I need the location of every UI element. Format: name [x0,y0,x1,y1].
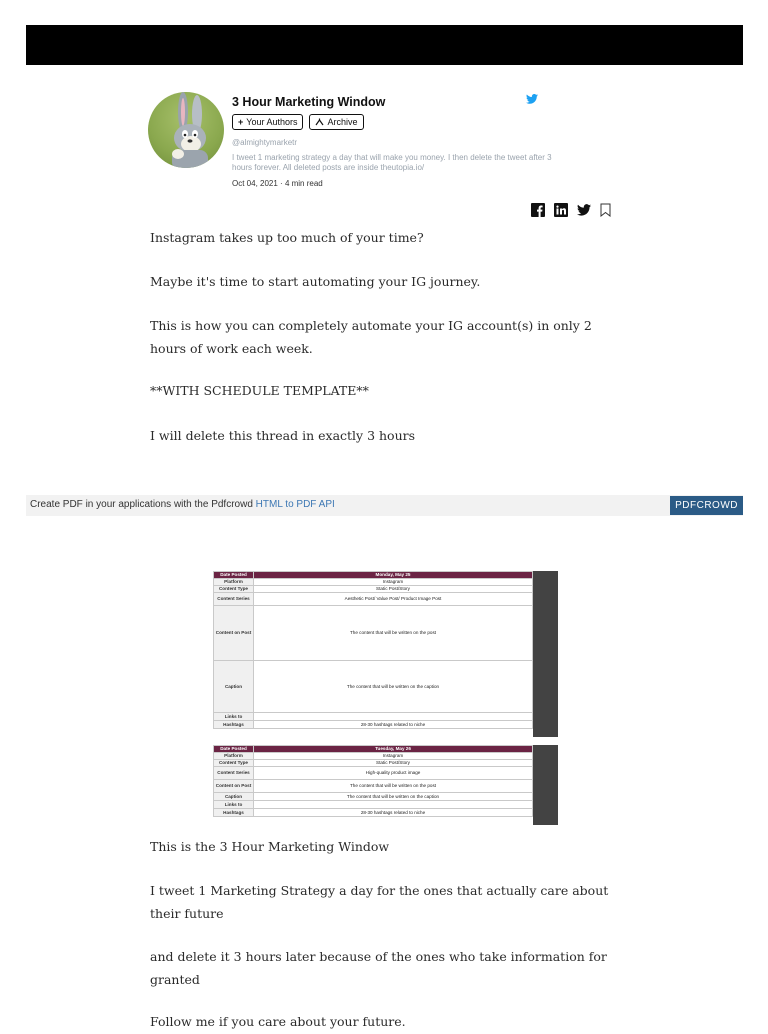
sheet-row-value [254,713,533,721]
pdfcrowd-banner [26,495,743,516]
twitter-icon[interactable] [526,94,538,104]
sheet-row-label: Content Type [214,586,254,593]
sheet-header-label: Date Posted [214,746,254,753]
read-time: 4 min read [284,179,323,188]
sheet-header-value: Tuesday, May 26 [254,746,533,753]
pdfcrowd-text-label: Create PDF in your applications with the Pdfcrowd [30,499,256,510]
your-authors-label: Your Authors [246,117,298,127]
post-meta [232,179,323,188]
post-date: Oct 04, 2021 [232,179,278,188]
meta-separator: · [280,179,285,188]
your-authors-button[interactable] [232,114,303,130]
schedule-table-tuesday [213,745,533,817]
linkedin-icon[interactable] [554,203,568,217]
sheet-row-label: Content Series [214,593,254,606]
thread-line: I will delete this thread in exactly 3 hours [150,428,416,443]
thread-line: This is the 3 Hour Marketing Window [150,839,390,854]
pdfcrowd-button[interactable]: PDFCROWD [670,496,743,515]
schedule-table-monday [213,571,533,729]
sheet-header-label: Date Posted [214,572,254,579]
pdfcrowd-text [30,499,335,510]
archive-icon [315,118,324,126]
sheet-row-value: Static Post/Story [254,760,533,767]
sheet-row-label: Content Type [214,760,254,767]
author-handle[interactable]: @almightymarketr [232,138,298,147]
sheet-row-label: Platform [214,579,254,586]
sheet-dark-column [533,745,558,825]
sheet-row-value: High-quality product image [254,767,533,780]
sheet-row-label: Hashtags [214,721,254,729]
sheet-row-label: Links to [214,713,254,721]
thread-line: Follow me if you care about your future. [150,1014,406,1029]
sheet-row-value: Instagram [254,579,533,586]
sheet-row-value: The content that will be written on the caption [254,793,533,801]
thread-line: **WITH SCHEDULE TEMPLATE** [150,383,369,398]
avatar[interactable] [148,92,224,168]
sheet-row-value: Instagram [254,753,533,760]
sheet-row-label: Caption [214,793,254,801]
sheet-header-value: Monday, May 25 [254,572,533,579]
pdfcrowd-api-link[interactable]: HTML to PDF API [255,499,335,510]
sheet-dark-column [533,571,558,737]
sheet-row-label: Content Series [214,767,254,780]
twitter-share-icon[interactable] [577,203,591,217]
sheet-row-value: Aesthetic Post/ Value Post/ Product Image Post [254,593,533,606]
top-bar [26,25,743,65]
sheet-row-label: Platform [214,753,254,760]
sheet-row-value: The content that will be written on the post [254,780,533,793]
sheet-row-value: 28-30 hashtags related to niche [254,809,533,817]
archive-label: Archive [327,117,358,127]
sheet-row-label: Links to [214,801,254,809]
bunny-avatar-image [148,92,224,168]
sheet-row-value: 28-30 hashtags related to niche [254,721,533,729]
thread-line: I tweet 1 Marketing Strategy a day for the ones that actually care about their future [150,883,609,921]
sheet-row-value: The content that will be written on the caption [254,661,533,713]
plus-icon: + [238,117,244,127]
sheet-row-label: Hashtags [214,809,254,817]
sheet-row-value: Static Post/Story [254,586,533,593]
sheet-row-label: Caption [214,661,254,713]
share-bar [531,203,614,217]
bookmark-icon[interactable] [600,203,614,217]
thread-line: This is how you can completely automate your IG account(s) in only 2 hours of work each week. [150,318,592,356]
author-bio: I tweet 1 marketing strategy a day that will make you money. I then delete the tweet after 3 hours forever. All deleted posts are inside theutopia.io/ [232,153,552,172]
thread-line: Instagram takes up too much of your time? [150,230,424,245]
sheet-row-label: Content on Post [214,606,254,661]
thread-line: and delete it 3 hours later because of the ones who take information for granted [150,949,607,987]
archive-button[interactable] [309,114,363,130]
sheet-row-value [254,801,533,809]
facebook-icon[interactable] [531,203,545,217]
sheet-row-value: The content that will be written on the post [254,606,533,661]
sheet-row-label: Content on Post [214,780,254,793]
thread-line: Maybe it's time to start automating your IG journey. [150,274,481,289]
author-name[interactable]: 3 Hour Marketing Window [232,95,386,109]
